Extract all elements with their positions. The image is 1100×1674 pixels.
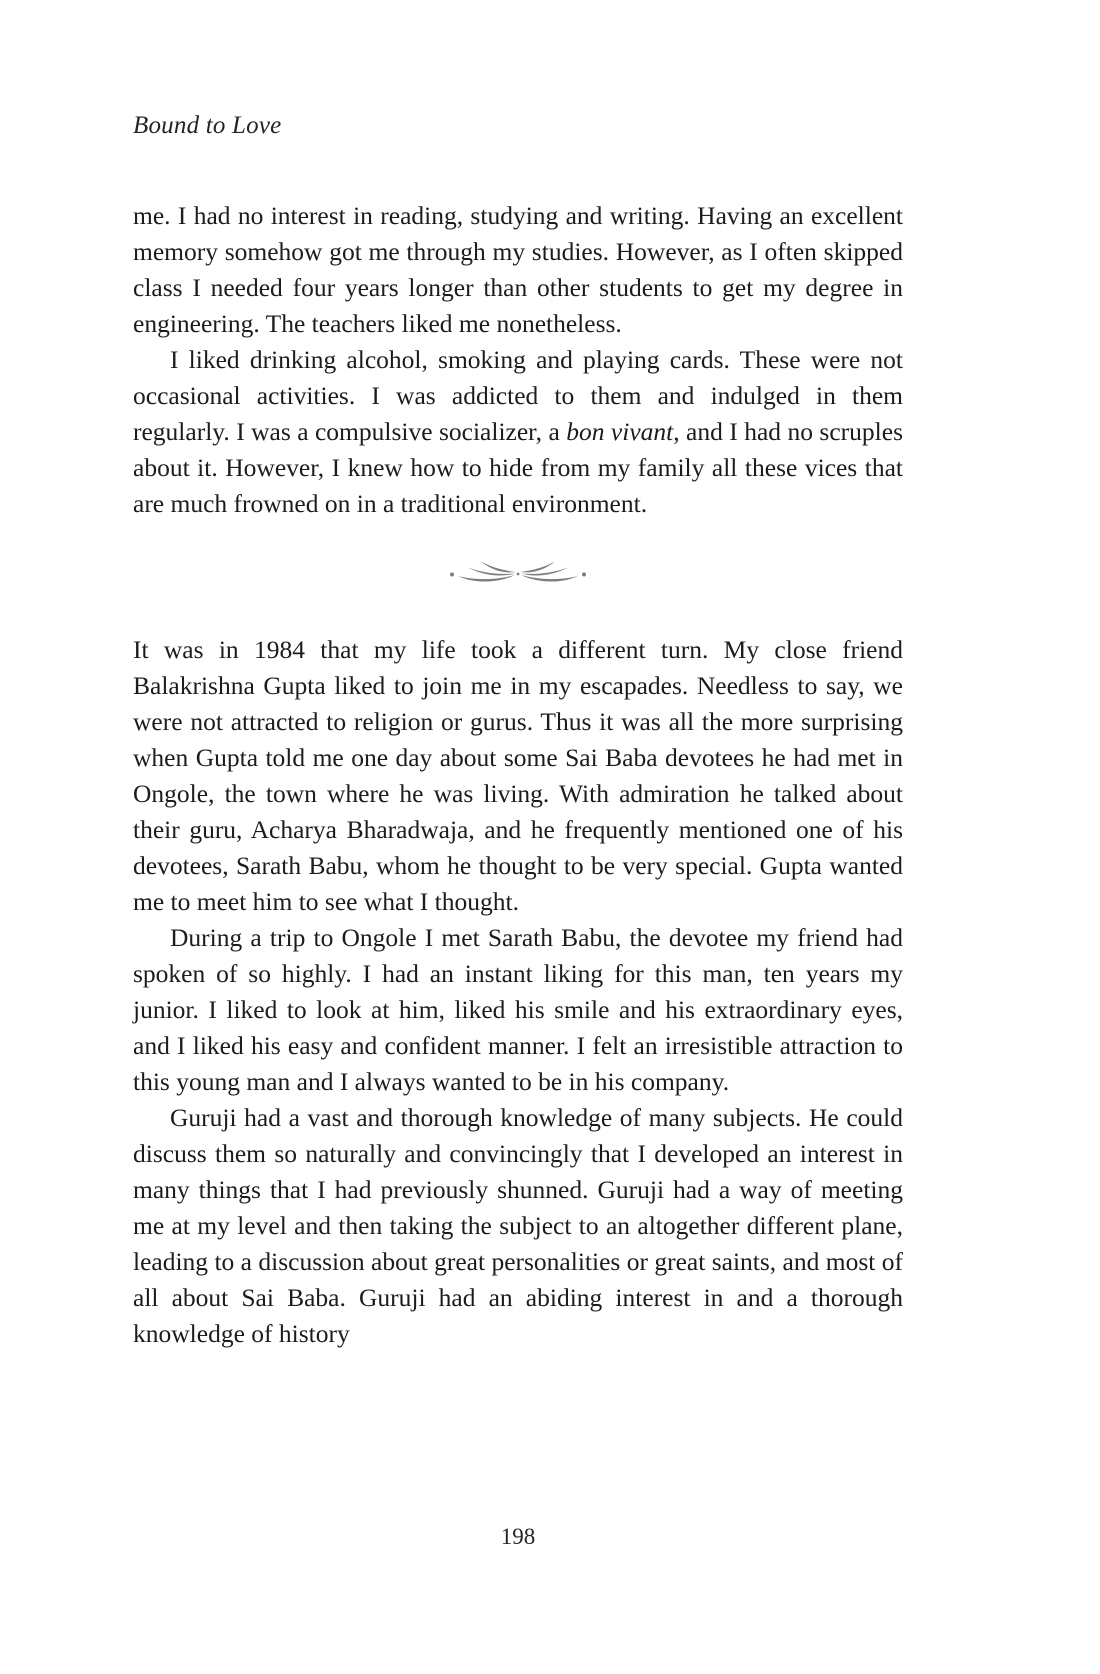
section-divider xyxy=(133,556,903,592)
paragraph-section-start: It was in 1984 that my life took a different turn. My close friend Balakrishna Gupta liked to join me in my escapades. Needless to say, we were not attracted to religion or gurus. Thus it was all the more surprising when Gupta told me one day about some Sai Baba devotees he had met in Ongole, the town where he was living. With admiration he talked about their guru, Acharya Bharadwaja, and he frequently mentioned one of his devotees, Sarath Babu, whom he thought to be very special. Gupta wanted me to meet him to see what I thought. xyxy=(133,635,903,916)
paragraph-text: I liked drinking alcohol, smoking and playing cards. These were not occasional activities. I was addicted to them and indulged in them regularly. I was a compulsive socializer, a xyxy=(133,345,903,446)
fleuron-divider-icon xyxy=(443,559,593,589)
running-header: Bound to Love xyxy=(133,112,282,139)
paragraph: During a trip to Ongole I met Sarath Babu, the devotee my friend had spoken of so highly. I had an instant liking for this man, ten years my junior. I liked to look at him, liked his smile and his extraordinary eyes, and I liked his easy and confident manner. I felt an irresistible attraction to this young man and I always wanted to be in his company. xyxy=(133,923,903,1096)
paragraph xyxy=(133,342,903,522)
page-body xyxy=(133,198,903,1352)
paragraph: Guruji had a vast and thorough knowledge of many subjects. He could discuss them so naturally and convincingly that I developed an interest in many things that I had previously shunned. Guruji had a way of meeting me at my level and then taking the subject to an altogether different plane, leading to a discussion about great personalities or great saints, and most of all about Sai Baba. Guruji had an abiding interest in and a thorough knowledge of history xyxy=(133,1103,903,1348)
page-number: 198 xyxy=(500,1524,536,1549)
paragraph-continuation: me. I had no interest in reading, studying and writing. Having an excellent memory somehow got me through my studies. However, as I often skipped class I needed four years longer than other students to get my degree in engineering. The teachers liked me nonetheless. xyxy=(133,201,903,338)
italic-phrase: bon vivant xyxy=(566,417,674,446)
paragraph-text: , and I had no scruples about it. However, I knew how to hide from my family all these vices that are much frowned on in a traditional environment. xyxy=(133,417,903,518)
